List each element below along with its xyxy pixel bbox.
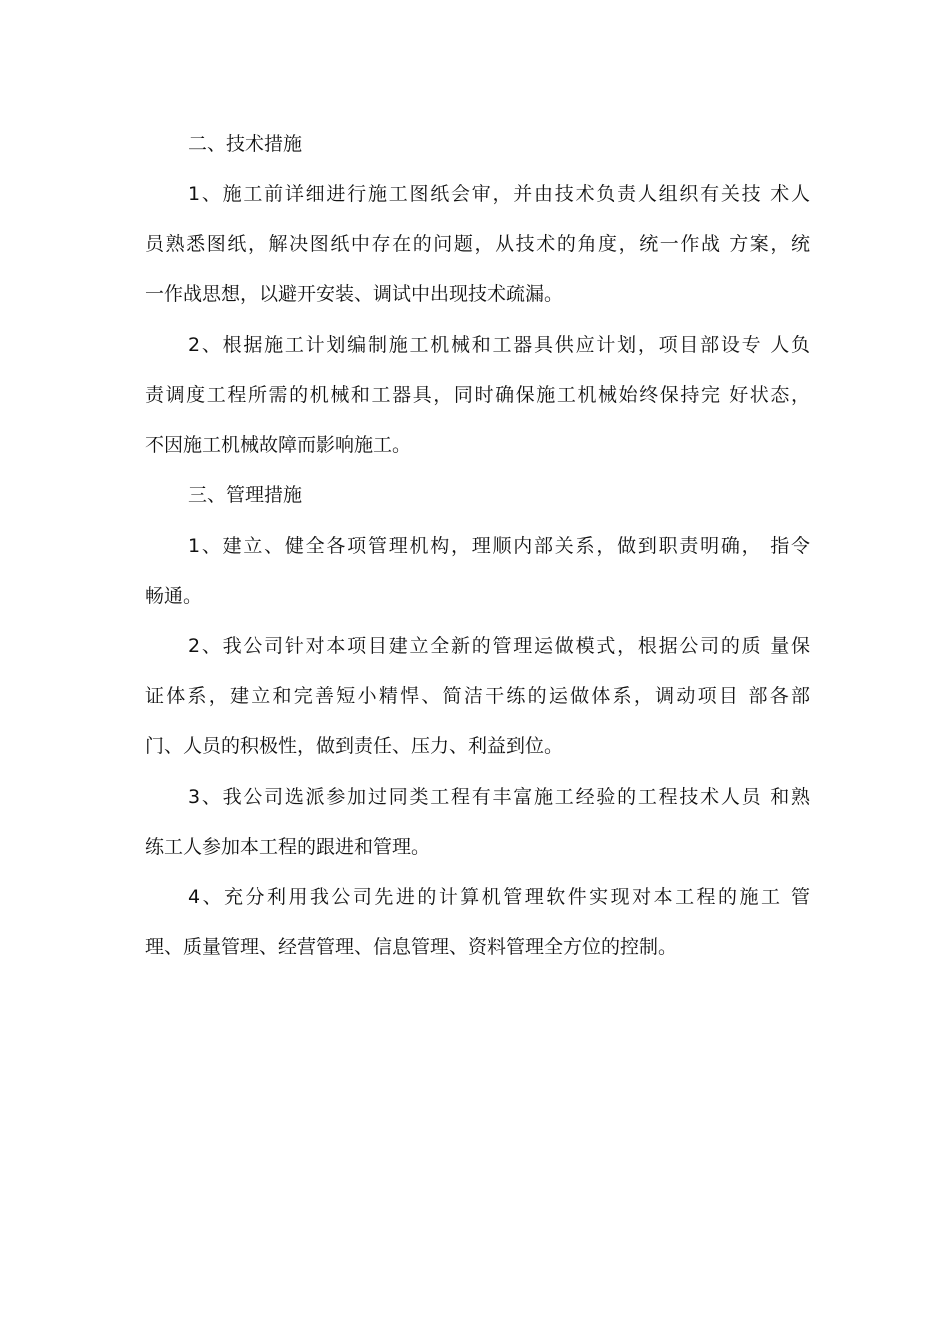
mgmt-item-3-line-1: 3、我公司选派参加过同类工程有丰富施工经验的工程技术人员 和熟	[188, 786, 810, 808]
mgmt-item-4-line-2: 理、质量管理、经营管理、信息管理、资料管理全方位的控制。	[145, 936, 678, 958]
mgmt-item-4-line-1: 4、充分利用我公司先进的计算机管理软件实现对本工程的施工 管	[188, 886, 810, 908]
mgmt-item-2-line-2: 证体系，建立和完善短小精悍、简洁干练的运做体系，调动项目 部各部	[145, 685, 810, 707]
section-heading-technical: 二、技术措施	[188, 133, 303, 155]
tech-item-2-line-1: 2、根据施工计划编制施工机械和工器具供应计划，项目部设专 人负	[188, 334, 810, 356]
section-heading-management: 三、管理措施	[188, 484, 303, 506]
mgmt-item-1-line-1: 1、建立、健全各项管理机构，理顺内部关系，做到职责明确， 指令	[188, 535, 810, 557]
mgmt-item-3-line-2: 练工人参加本工程的跟进和管理。	[145, 836, 431, 858]
mgmt-item-2-line-1: 2、我公司针对本项目建立全新的管理运做模式，根据公司的质 量保	[188, 635, 810, 657]
mgmt-item-1-line-2: 畅通。	[145, 585, 203, 607]
tech-item-1-line-2: 员熟悉图纸，解决图纸中存在的问题，从技术的角度，统一作战 方案，统	[145, 233, 810, 255]
mgmt-item-2-line-3: 门、人员的积极性，做到责任、压力、利益到位。	[145, 735, 564, 757]
tech-item-1-line-3: 一作战思想，以避开安装、调试中出现技术疏漏。	[145, 283, 564, 305]
tech-item-2-line-3: 不因施工机械故障而影响施工。	[145, 434, 412, 456]
tech-item-1-line-1: 1、施工前详细进行施工图纸会审，并由技术负责人组织有关技 术人	[188, 183, 810, 205]
tech-item-2-line-2: 责调度工程所需的机械和工器具，同时确保施工机械始终保持完 好状态，	[145, 384, 810, 406]
